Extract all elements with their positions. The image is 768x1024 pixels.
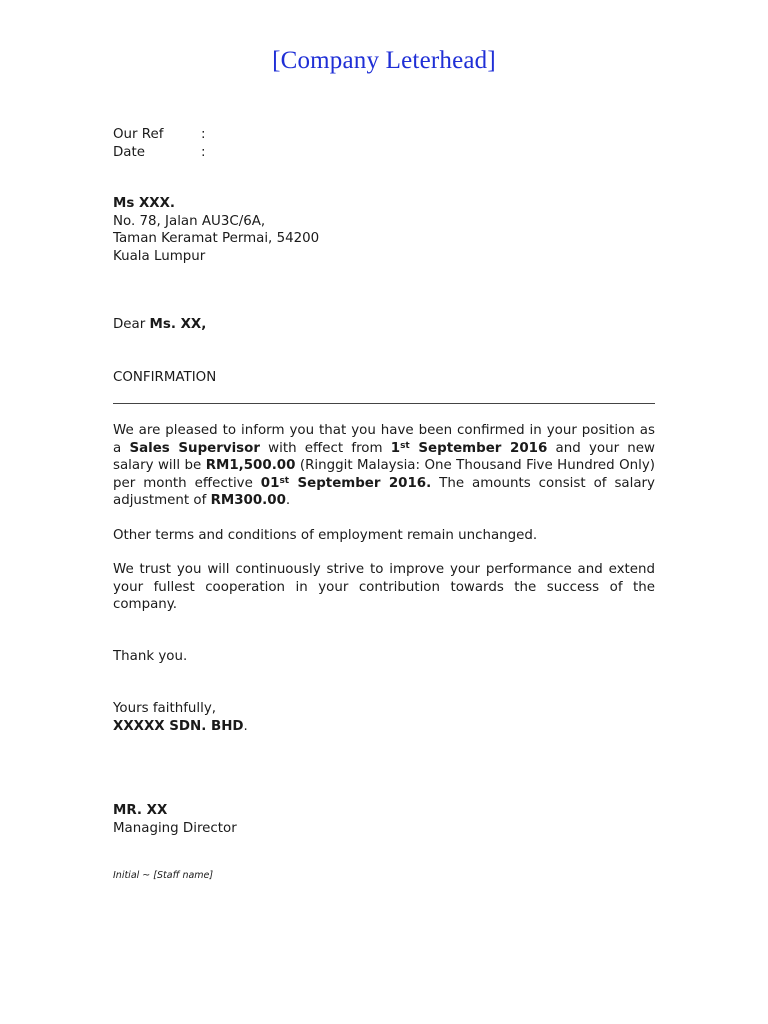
our-ref-label: Our Ref xyxy=(113,127,164,142)
signatory-title: Managing Director xyxy=(113,820,237,836)
date-label: Date xyxy=(113,144,146,160)
p1-text-3: and your new salary will be xyxy=(113,440,655,473)
body-paragraph-4: Thank you. xyxy=(113,649,188,664)
salary-adjustment: RM300.00 xyxy=(210,493,286,508)
recipient-name: Ms XXX. xyxy=(113,196,176,211)
effective-date-day: 1 xyxy=(390,440,401,456)
salutation-prefix: Dear xyxy=(113,317,150,332)
salary-date-suffix: st xyxy=(279,475,290,486)
closing-company-period: . xyxy=(243,718,248,734)
body-paragraph-1 xyxy=(113,422,655,510)
p1-text-1: We are pleased to inform you that you have been confirmed in your position as a xyxy=(113,423,655,456)
date-separator: : xyxy=(201,144,206,160)
closing-company xyxy=(113,718,655,736)
effective-date-suffix: st xyxy=(400,440,410,451)
body-paragraph-2: Other terms and conditions of employment remain unchanged. xyxy=(113,528,538,543)
closing-company-name: XXXXX SDN. BHD xyxy=(113,718,244,734)
initial-note: Initial ~ [Staff name] xyxy=(113,870,214,881)
recipient-address-line-2: Taman Keramat Permai, 54200 xyxy=(113,231,320,246)
recipient-address-line-3: Kuala Lumpur xyxy=(113,248,206,264)
valediction: Yours faithfully, xyxy=(113,701,217,716)
signatory-name: MR. XX xyxy=(113,803,168,818)
recipient-block xyxy=(113,195,655,265)
p1-text-5: The amounts consist of salary adjustment of xyxy=(113,475,655,508)
subject-divider xyxy=(113,403,655,404)
new-salary: RM1,500.00 xyxy=(205,458,296,473)
body-paragraph-3: We trust you will continuously strive to improve your performance and extend your fullest cooperation in your contribution towards the success of the company. xyxy=(113,562,655,612)
signatory-block xyxy=(113,802,655,837)
our-ref-row xyxy=(113,126,655,144)
date-row xyxy=(113,144,655,162)
salutation xyxy=(113,316,655,334)
salary-date-day: 01 xyxy=(260,475,280,491)
closing-block xyxy=(113,700,655,735)
recipient-address-line-1: No. 78, Jalan AU3C/6A, xyxy=(113,213,266,229)
subject-heading: CONFIRMATION xyxy=(113,370,217,385)
salary-date-rest: September 2016. xyxy=(289,475,432,491)
company-letterhead: [Company Leterhead] xyxy=(272,47,496,74)
position-title: Sales Supervisor xyxy=(129,440,260,456)
p1-text-4: (Ringgit Malaysia: One Thousand Five Hundred Only) per month effective xyxy=(113,458,655,491)
our-ref-separator: : xyxy=(201,127,206,142)
effective-date-rest: September 2016 xyxy=(409,440,548,456)
salutation-name: Ms. XX, xyxy=(149,317,207,332)
p1-text-2: with effect from xyxy=(259,440,391,456)
p1-text-6: . xyxy=(285,493,291,508)
reference-block xyxy=(113,126,655,161)
